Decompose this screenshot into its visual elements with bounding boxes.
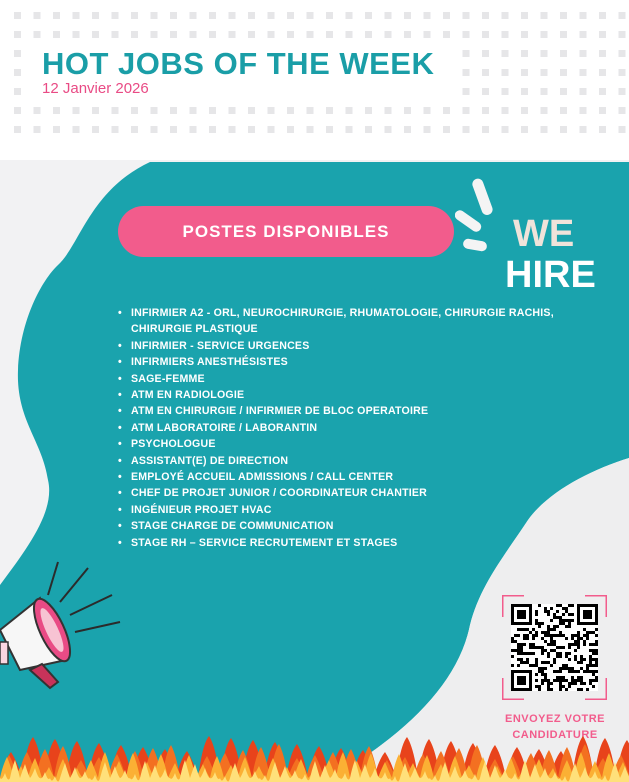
job-item: • INGÉNIEUR PROJET HVAC — [118, 502, 608, 518]
page-title: HOT JOBS OF THE WEEK — [42, 46, 435, 81]
job-item: • ASSISTANT(E) DE DIRECTION — [118, 453, 608, 469]
job-item: • STAGE CHARGE DE COMMUNICATION — [118, 518, 608, 534]
sparkle-rays-icon — [455, 178, 515, 253]
page-date: 12 Janvier 2026 — [42, 80, 149, 97]
job-item: • EMPLOYÉ ACCUEIL ADMISSIONS / CALL CENTER — [118, 469, 608, 485]
job-item: • INFIRMIER A2 - ORL, NEUROCHIRURGIE, RHUMATOLOGIE, CHIRURGIE RACHIS, CHIRURGIE PLASTIQUE — [118, 305, 608, 338]
job-item: • STAGE RH – SERVICE RECRUTEMENT ET STAGES — [118, 535, 608, 551]
job-item: • PSYCHOLOGUE — [118, 436, 608, 452]
job-item: • ATM LABORATOIRE / LABORANTIN — [118, 420, 608, 436]
cta-line-1: ENVOYEZ VOTRE — [504, 713, 606, 725]
job-item: • INFIRMIERS ANESTHÉSISTES — [118, 354, 608, 370]
job-item: • SAGE-FEMME — [118, 371, 608, 387]
job-item: • INFIRMIER - SERVICE URGENCES — [118, 338, 608, 354]
cta-line-2: CANDIDATURE — [512, 729, 598, 741]
postes-disponibles-badge: POSTES DISPONIBLES — [118, 206, 454, 257]
megaphone-icon — [0, 560, 130, 700]
job-item: • ATM EN CHIRURGIE / INFIRMIER DE BLOC OPERATOIRE — [118, 403, 608, 419]
job-list — [118, 305, 608, 551]
fire-border — [0, 725, 629, 782]
job-item: • ATM EN RADIOLOGIE — [118, 387, 608, 403]
hire-heading: HIRE — [505, 254, 596, 296]
we-heading: WE — [513, 213, 575, 255]
qr-code-icon[interactable] — [511, 604, 598, 691]
job-item: • CHEF DE PROJET JUNIOR / COORDINATEUR CHANTIER — [118, 485, 608, 501]
